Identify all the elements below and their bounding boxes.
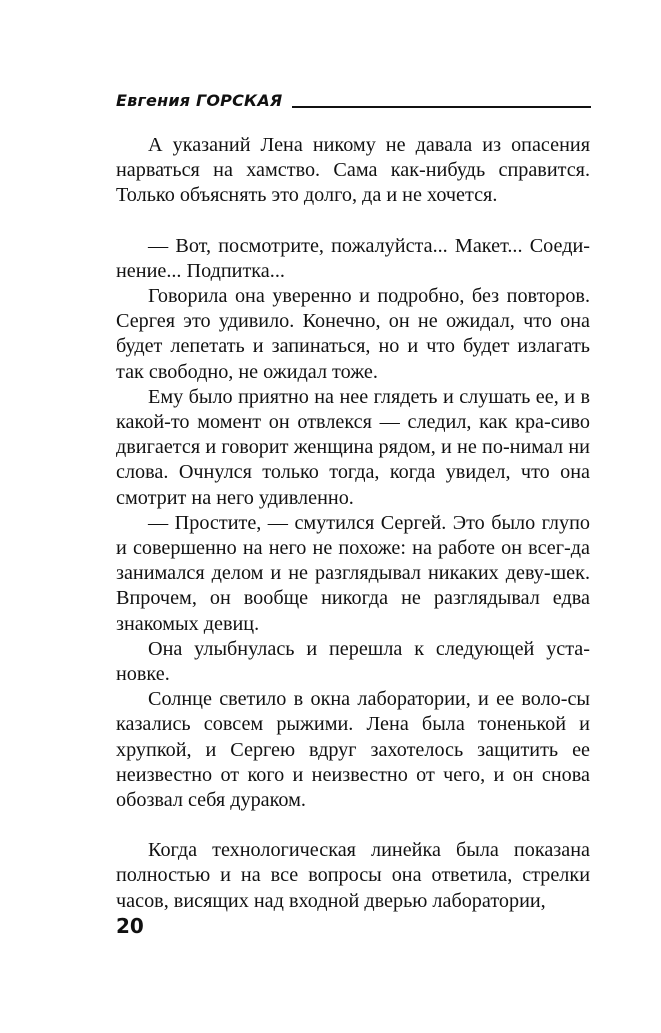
paragraph: А указаний Лена никому не давала из опасения нарваться на хамство. Сама как-нибудь справится. Только объяснять это долго, да и не хочется.: [116, 134, 590, 207]
running-header-author: Евгения ГОРСКАЯ: [116, 91, 283, 110]
paragraph: — Вот, посмотрите, пожалуйста... Макет... Соеди-нение... Подпитка...: [116, 234, 590, 282]
running-header: [116, 91, 591, 115]
body-text: [116, 133, 590, 914]
section-break: [116, 209, 590, 234]
paragraph: — Простите, — смутился Сергей. Это было глупо и совершенно на него не похоже: на работе он всег-да занимался делом и не разглядывал никаких деву-шек. Впрочем, он вообще никогда не разглядывал едва знакомых девиц.: [116, 511, 590, 635]
paragraph: Говорила она уверенно и подробно, без повторов. Сергея это удивило. Конечно, он не ожидал, что она будет лепетать и запинаться, но и что будет излагать так свободно, не ожидал тоже.: [116, 285, 590, 383]
paragraph: Ему было приятно на нее глядеть и слушать ее, и в какой-то момент он отвлекся — следил, как кра-сиво двигается и говорит женщина рядом, и не по-нимал ни слова. Очнулся только тогда, когда увидел, что она смотрит на него удивленно.: [116, 385, 590, 509]
paragraph: Солнце светило в окна лаборатории, и ее воло-сы казались совсем рыжими. Лена была тоненькой и хрупкой, и Сергею вдруг захотелось защитить ее неизвестно от кого и неизвестно от чего, и он снова обозвал себя дураком.: [116, 688, 590, 812]
header-rule: [292, 106, 591, 108]
paragraph: Она улыбнулась и перешла к следующей уста-новке.: [116, 637, 590, 686]
page-number: 20: [116, 914, 144, 938]
paragraph: Когда технологическая линейка была показана полностью и на все вопросы она ответила, стрелки часов, висящих над входной дверью лаборатории,: [116, 839, 590, 912]
section-break: [116, 813, 590, 838]
